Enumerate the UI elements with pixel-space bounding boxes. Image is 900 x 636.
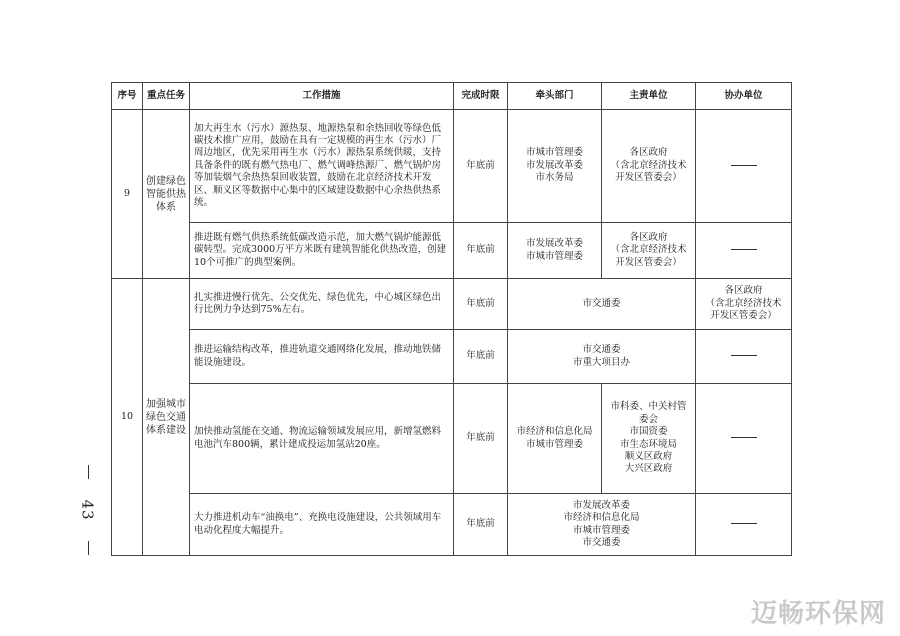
lead-responsible-line: 市发展改革委 xyxy=(572,499,630,511)
lead-line: 市经济和信息化局 xyxy=(516,426,593,438)
empty-dash xyxy=(731,523,757,524)
deadline-cell: 年底前 xyxy=(454,279,508,330)
empty-dash xyxy=(731,165,757,166)
deadline-cell: 年底前 xyxy=(454,384,508,494)
responsible-line: （含北京经济技术 xyxy=(610,244,687,256)
assist-cell xyxy=(696,279,792,330)
assist-cell xyxy=(696,223,792,279)
responsible-line: 开发区管委会） xyxy=(615,256,682,268)
group-task: 加强城市绿色交通体系建设 xyxy=(143,279,190,556)
lead-responsible-cell xyxy=(508,279,696,330)
table-row xyxy=(112,330,792,384)
deadline-cell: 年底前 xyxy=(454,330,508,384)
empty-dash xyxy=(731,355,757,356)
table-row xyxy=(112,110,792,223)
header-row xyxy=(112,83,792,110)
measure-cell: 大力推进机动车“油换电”、充换电设施建设，公共领域用车电动化程度大幅提升。 xyxy=(190,494,454,556)
header-index: 序号 xyxy=(112,83,143,110)
lead-cell xyxy=(508,110,602,223)
header-deadline: 完成时限 xyxy=(454,83,508,110)
lead-line: 市发展改革委 xyxy=(525,159,583,171)
assist-line: 开发区管委会） xyxy=(710,310,777,322)
page-number-dash-bottom xyxy=(88,541,89,555)
lead-responsible-cell xyxy=(508,330,696,384)
responsible-line: 市科委、中关村管委会 xyxy=(610,401,687,425)
watermark-text: 迈畅环保网 xyxy=(750,599,886,629)
deadline-cell: 年底前 xyxy=(454,494,508,556)
assist-cell xyxy=(696,330,792,384)
lead-line: 市城市管理委 xyxy=(525,438,583,450)
table-row xyxy=(112,384,792,494)
table-row xyxy=(112,494,792,556)
group-index: 10 xyxy=(112,279,143,556)
page-number-dash-top xyxy=(88,465,89,479)
lead-line: 市发展改革委 xyxy=(525,238,583,250)
header-responsible: 主责单位 xyxy=(602,83,696,110)
page-number xyxy=(68,465,108,555)
measure-cell: 推进运输结构改革，推进轨道交通网络化发展，推动地铁储能设施建设。 xyxy=(190,330,454,384)
lead-responsible-cell xyxy=(508,494,696,556)
responsible-line: 市生态环境局 xyxy=(619,438,677,450)
group-index: 9 xyxy=(112,110,143,279)
lead-responsible-line: 市交通委 xyxy=(582,344,621,356)
lead-responsible-line: 市城市管理委 xyxy=(572,524,630,536)
assist-cell xyxy=(696,110,792,223)
responsible-line: 各区政府 xyxy=(629,147,668,159)
lead-responsible-line: 市重大项目办 xyxy=(572,356,630,368)
header-task: 重点任务 xyxy=(143,83,190,110)
table-row xyxy=(112,279,792,330)
lead-responsible-line: 市交通委 xyxy=(582,297,621,309)
page-number-text: 43 xyxy=(79,499,97,521)
empty-dash xyxy=(731,249,757,250)
lead-cell xyxy=(508,223,602,279)
lead-line: 市水务局 xyxy=(535,172,574,184)
measure-cell: 加快推动氢能在交通、物流运输领域发展应用，新增氢燃料电池汽车800辆，累计建成投运加氢站20座。 xyxy=(190,384,454,494)
deadline-cell: 年底前 xyxy=(454,110,508,223)
lead-responsible-line: 市经济和信息化局 xyxy=(563,512,640,524)
assist-line: 各区政府 xyxy=(724,285,763,297)
responsible-line: 各区政府 xyxy=(629,231,668,243)
measure-cell: 推进既有燃气供热系统低碳改造示范，加大燃气锅炉能源低碳转型。完成3000万平方米既有建筑智能化供热改造，创建10个可推广的典型案例。 xyxy=(190,223,454,279)
header-lead: 牵头部门 xyxy=(508,83,602,110)
responsible-cell xyxy=(602,384,696,494)
assist-cell xyxy=(696,384,792,494)
assist-line: （含北京经济技术 xyxy=(705,297,782,309)
responsible-cell xyxy=(602,110,696,223)
responsible-line: 开发区管委会） xyxy=(615,172,682,184)
deadline-cell: 年底前 xyxy=(454,223,508,279)
table-row xyxy=(112,223,792,279)
measure-cell: 扎实推进慢行优先、公交优先、绿色优先，中心城区绿色出行比例力争达到75%左右。 xyxy=(190,279,454,330)
lead-line: 市城市管理委 xyxy=(525,250,583,262)
header-assist: 协办单位 xyxy=(696,83,792,110)
responsible-line: 市国资委 xyxy=(629,426,668,438)
assist-cell xyxy=(696,494,792,556)
measure-cell: 加大再生水（污水）源热泵、地源热泵和余热回收等绿色低碳技术推广应用，鼓励在具有一定规模的再生水（污水）厂周边地区，优先采用再生水（污水）源热泵系统供暖，支持具备条件的既有燃气热电厂、燃气调峰热源厂、燃气锅炉房等加装烟气余热热泵回收装置，鼓励在北京经济技术开发区、顺义区等数据中心集中的区域建设数据中心余热供热系统。 xyxy=(190,110,454,223)
responsible-line: 顺义区政府 xyxy=(624,450,673,462)
responsible-line: 大兴区政府 xyxy=(624,463,673,475)
work-plan-table xyxy=(111,82,792,556)
responsible-cell xyxy=(602,223,696,279)
header-measure: 工作措施 xyxy=(190,83,454,110)
group-task: 创建绿色智能供热体系 xyxy=(143,110,190,279)
lead-line: 市城市管理委 xyxy=(525,147,583,159)
lead-responsible-line: 市交通委 xyxy=(582,536,621,548)
empty-dash xyxy=(731,437,757,438)
responsible-line: （含北京经济技术 xyxy=(610,159,687,171)
lead-cell xyxy=(508,384,602,494)
